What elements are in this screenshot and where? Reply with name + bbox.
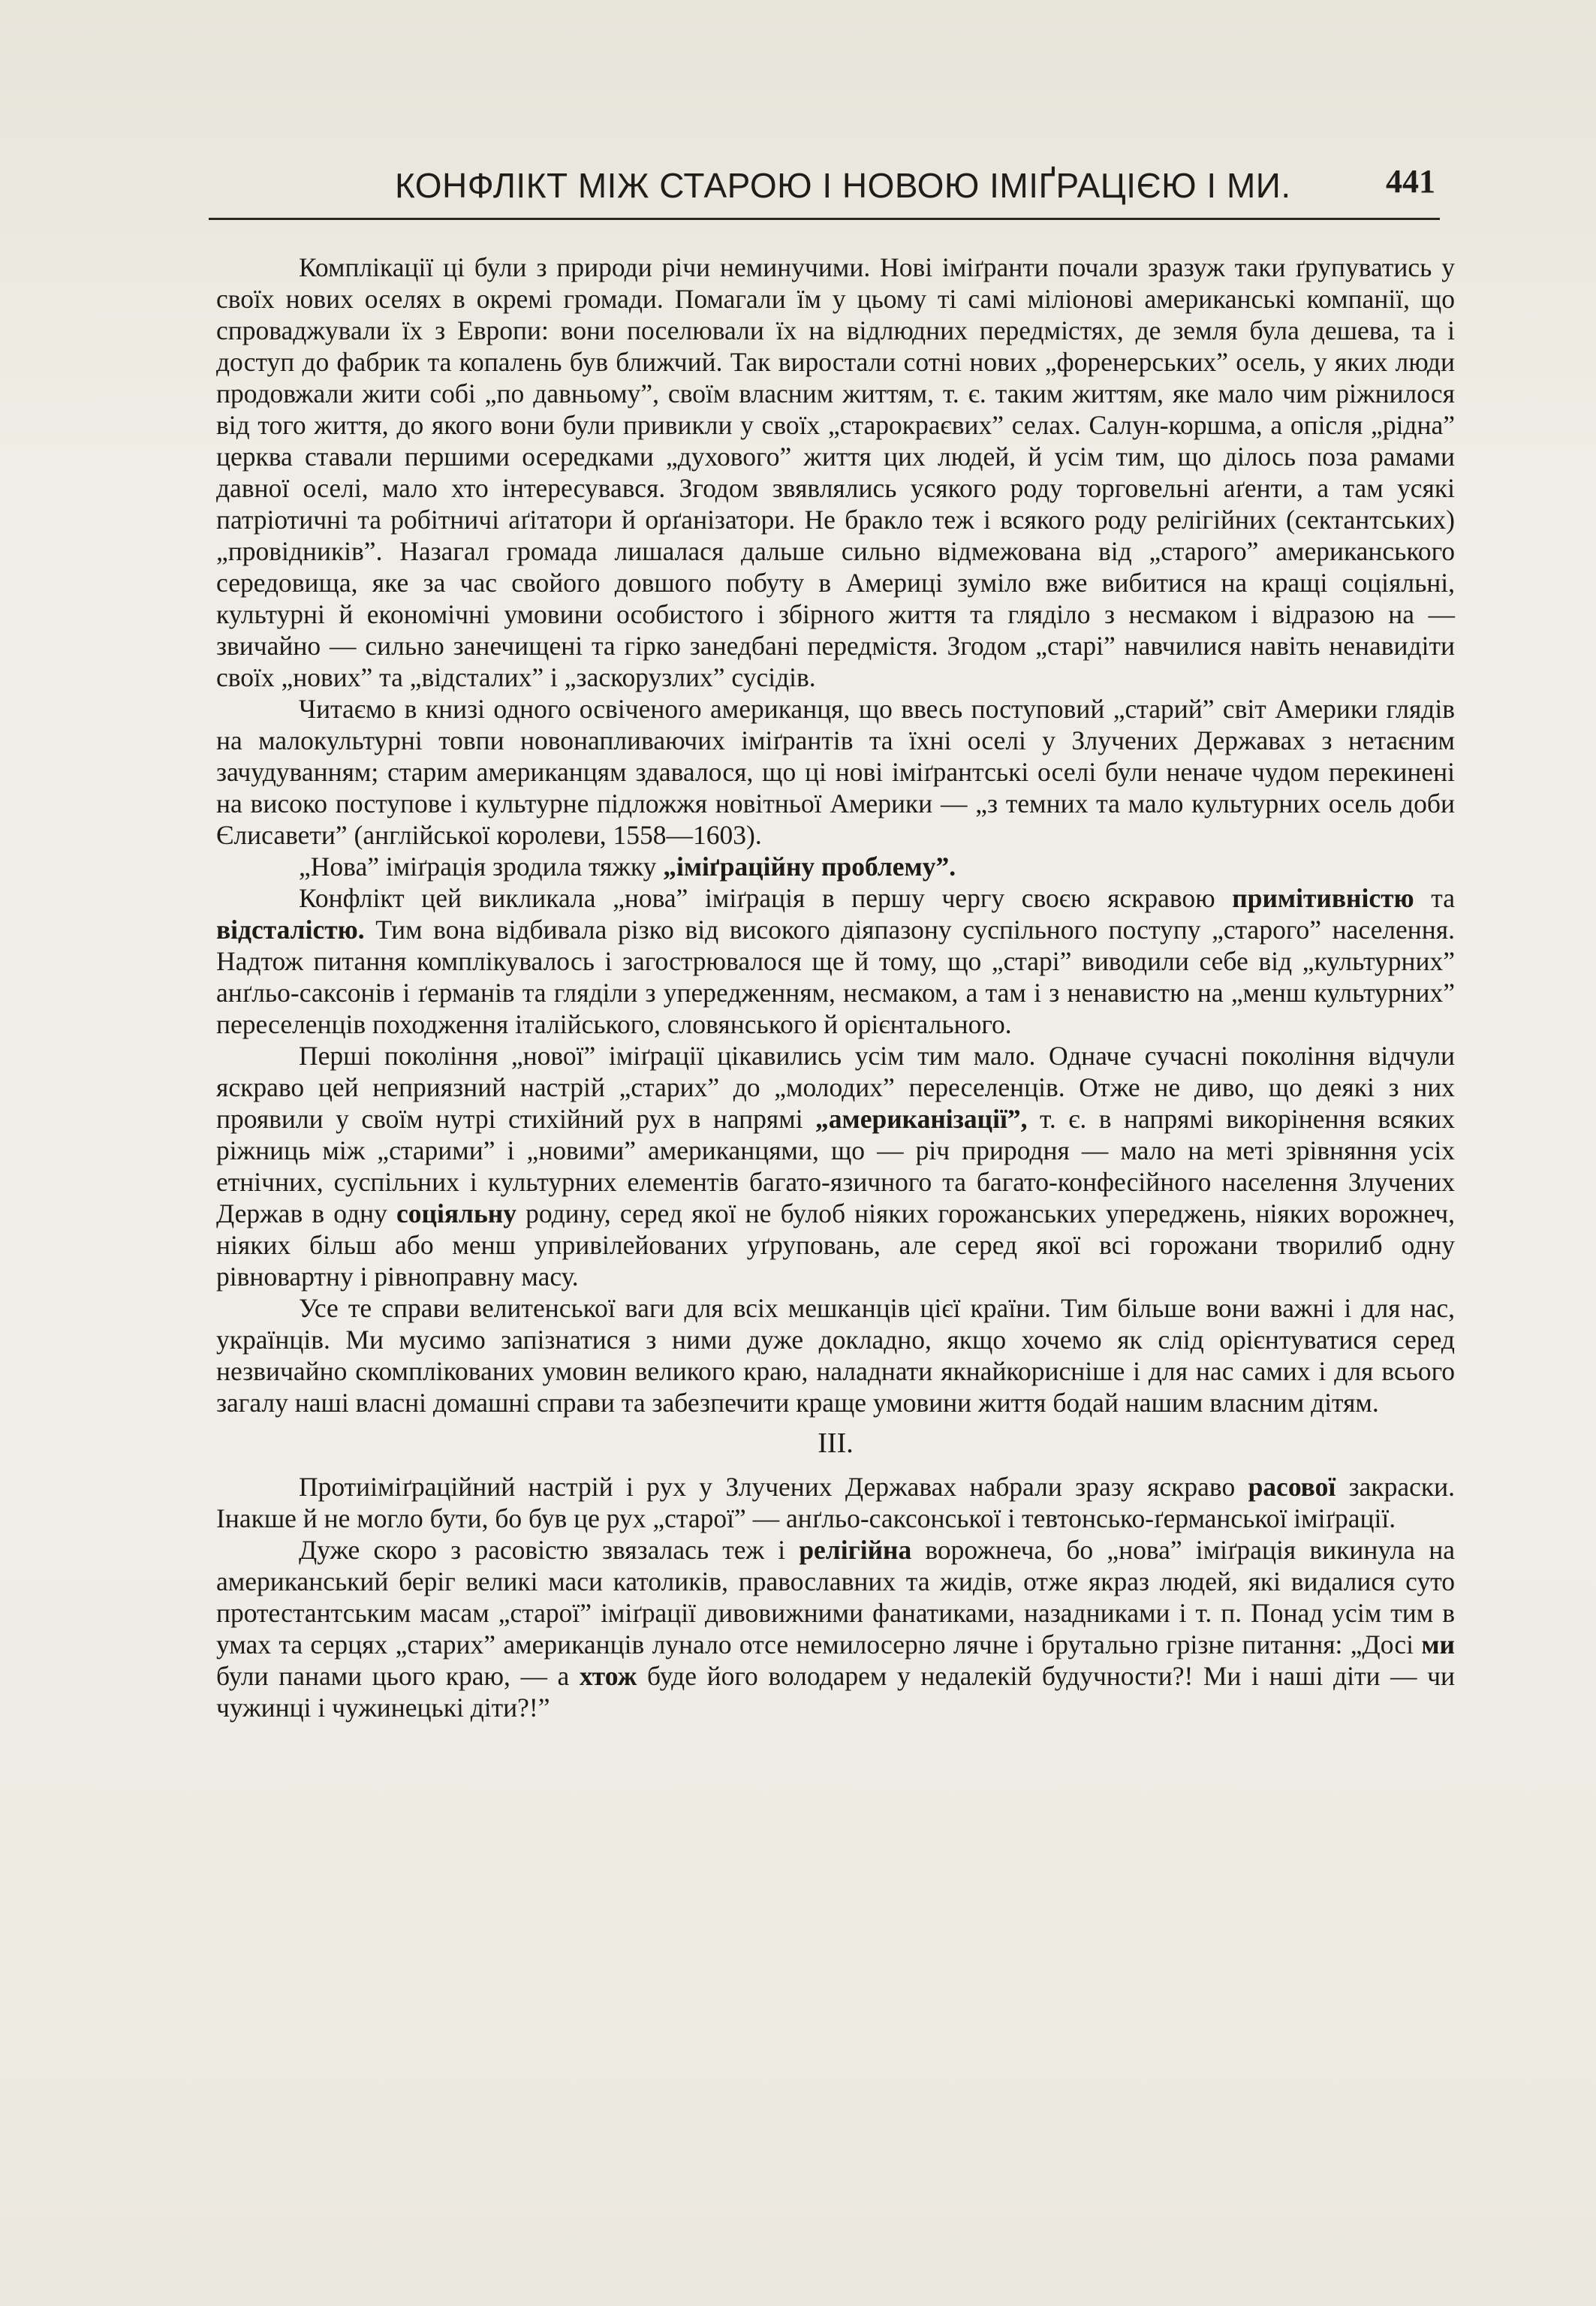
bold-text: релігійна bbox=[799, 1535, 912, 1565]
bold-text: хтож bbox=[579, 1661, 637, 1691]
text-run: „Нова” іміґрація зродила тяжку bbox=[299, 852, 664, 882]
paragraph bbox=[216, 252, 1455, 693]
bold-text: відсталістю. bbox=[216, 915, 365, 945]
text-run: буде його володарем у недалекій будучности?! Ми і наші діти — чи чужинці і чужинецькі діти?!” bbox=[216, 1661, 1455, 1723]
text-run: Дуже скоро з расовістю звязалась теж і bbox=[299, 1535, 800, 1565]
paragraph bbox=[216, 882, 1455, 1040]
paragraph bbox=[216, 851, 1455, 882]
paragraph bbox=[216, 1471, 1455, 1534]
page-number: 441 bbox=[1386, 163, 1435, 200]
text-run: Протиіміґраційний настрій і рух у Злучених Державах набрали зразу яскраво bbox=[299, 1472, 1248, 1502]
text-run: ворожнеча, бо „нова” іміґрація викинула на американський беріг великі маси католиків, православних та жидів, отже якраз людей, які видалися суто протестантським масам „старої” іміґрації дивовижними фанатиками, назадниками і т. п. Понад усім тим в умах та серцях „старих” американців лунало отсе немилосерно лячне і брутально грізне питання: „Досі bbox=[216, 1535, 1455, 1659]
text-run: Перші покоління „нової” іміґрації цікавились усім тим мало. Одначе сучасні покоління відчули яскраво цей неприязний настрій „старих” до „молодих” переселенців. Отже не диво, що деякі з них проявили у своїм нутрі стихійний рух в напрямі bbox=[216, 1041, 1455, 1134]
text-run: Конфлікт цей викликала „нова” іміґрація в першу чергу своєю яскравою bbox=[299, 883, 1233, 913]
bold-text: „американізації”, bbox=[815, 1104, 1028, 1134]
bold-text: расової bbox=[1248, 1472, 1336, 1502]
text-run: т. є. в напрямі викорінення всяких ріжниць між „старими” і „новими” американцями, що — річ природня — мало на меті зрівняння усіх етнічних, суспільних і культурних елементів багато-язичного та багато-конфесійного населення Злучених Держав в одну bbox=[216, 1104, 1455, 1228]
text-run: родину, серед якої не булоб ніяких горожанських упереджень, ніяких ворожнеч, ніяких більш або менш упривілейованих уґруповань, але серед якої всі горожани творилиб одну рівновартну і рівноправну масу. bbox=[216, 1198, 1455, 1292]
bold-text: соціяльну bbox=[396, 1198, 516, 1228]
bold-text: примітивністю bbox=[1232, 883, 1414, 913]
text-run: Читаємо в книзі одного освіченого американця, що ввесь поступовий „старий” світ Америки глядів на малокультурні товпи новонапливаючих іміґрантів та їхні оселі у Злучених Державах з нетаєним зачудуванням; старим американцям здавалося, що ці нові іміґрантські оселі були неначе чудом перекинені на високо поступове і культурне підложжя новітньої Америки — „з темних та мало культурних осель доби Єлисавети” (англійської королеви, 1558—1603). bbox=[216, 694, 1455, 850]
text-run: та bbox=[1414, 883, 1455, 913]
body-text bbox=[216, 252, 1455, 1723]
text-run: Комплікації ці були з природи річи неминучими. Нові іміґранти почали зразуж таки ґрупуватись у своїх нових оселях в окремі громади. Помагали їм у цьому ті самі міліонові американські компанії, що спроваджували їх з Европи: вони поселювали їх на відлюдних передмістях, де земля була дешева, та і доступ до фабрик та копалень був ближчий. Так виростали сотні нових „форенерських” осель, у яких люди продовжали жити собі „по давньому”, своїм власним життям, т. є. таким життям, яке мало чим ріжнилося від того життя, до якого вони були привикли у своїх „старокраєвих” селах. Салун-коршма, а опісля „рідна” церква ставали першими осередками „духового” життя цих людей, й усім тим, що ділось поза рамами давної оселі, мало хто інтересувався. Згодом звявлялись усякого роду торговельні аґенти, а там усякі патріотичні та робітничі аґітатори й орґанізатори. Не бракло теж і всякого роду релігійних (сектантських) „провідників”. Назагал громада лишалася дальше сильно відмежована від „старого” американського середовища, яке за час свойого довшого побуту в Америці зуміло вже вибитися на кращі соціяльні, культурні й економічні умовини особистого і збірного життя та гляділо з несмаком і відразою на — звичайно — сильно занечищені та гірко занедбані передмістя. Згодом „старі” навчилися навіть ненавидіти своїх „нових” та „відсталих” і „заскорузлих” сусідів. bbox=[216, 252, 1455, 692]
bold-text: „іміґраційну проблему”. bbox=[663, 852, 956, 882]
paragraph bbox=[216, 1292, 1455, 1418]
paragraphs-after-section bbox=[216, 1471, 1455, 1723]
running-header bbox=[209, 150, 1440, 220]
text-run: були панами цього краю, — а bbox=[216, 1661, 580, 1691]
bold-text: ми bbox=[1421, 1629, 1455, 1659]
text-run: закраски. Інакше й не могло бути, бо був це рух „старої” — анґльо-саксонської і тевтонсько-ґерманської іміґрації. bbox=[216, 1472, 1455, 1533]
paragraphs-before-section bbox=[216, 252, 1455, 1418]
text-run: Усе те справи велитенської ваги для всіх мешканців цієї країни. Тим більше вони важні і для нас, українців. Ми мусимо запізнатися з ними дуже докладно, якщо хочемо як слід орієнтуватися серед незвичайно скомплікованих умовин великого краю, наладнати якнайкорисніше і для нас самих і для всього загалу наші власні домашні справи та забезпечити краще умовини життя бодай нашим власним дітям. bbox=[216, 1293, 1455, 1418]
paragraph bbox=[216, 1040, 1455, 1292]
paragraph bbox=[216, 693, 1455, 851]
text-run: Тим вона відбивала різко від високого діяпазону суспільного поступу „старого” населення. Надтож питання комплікувалось і загострювалося ще й тому, що „старі” виводили себе від „культурних” анґльо-саксонів і ґерманів та гляділи з упередженням, несмаком, а там і з ненавистю на „менш культурних” переселенців походження італійського, словянського й орієнтального. bbox=[216, 915, 1455, 1039]
paragraph bbox=[216, 1534, 1455, 1723]
running-title: КОНФЛІКТ МІЖ СТАРОЮ І НОВОЮ ІМІҐРАЦІЄЮ І МИ. bbox=[395, 166, 1291, 205]
section-heading: III. bbox=[818, 1427, 854, 1459]
